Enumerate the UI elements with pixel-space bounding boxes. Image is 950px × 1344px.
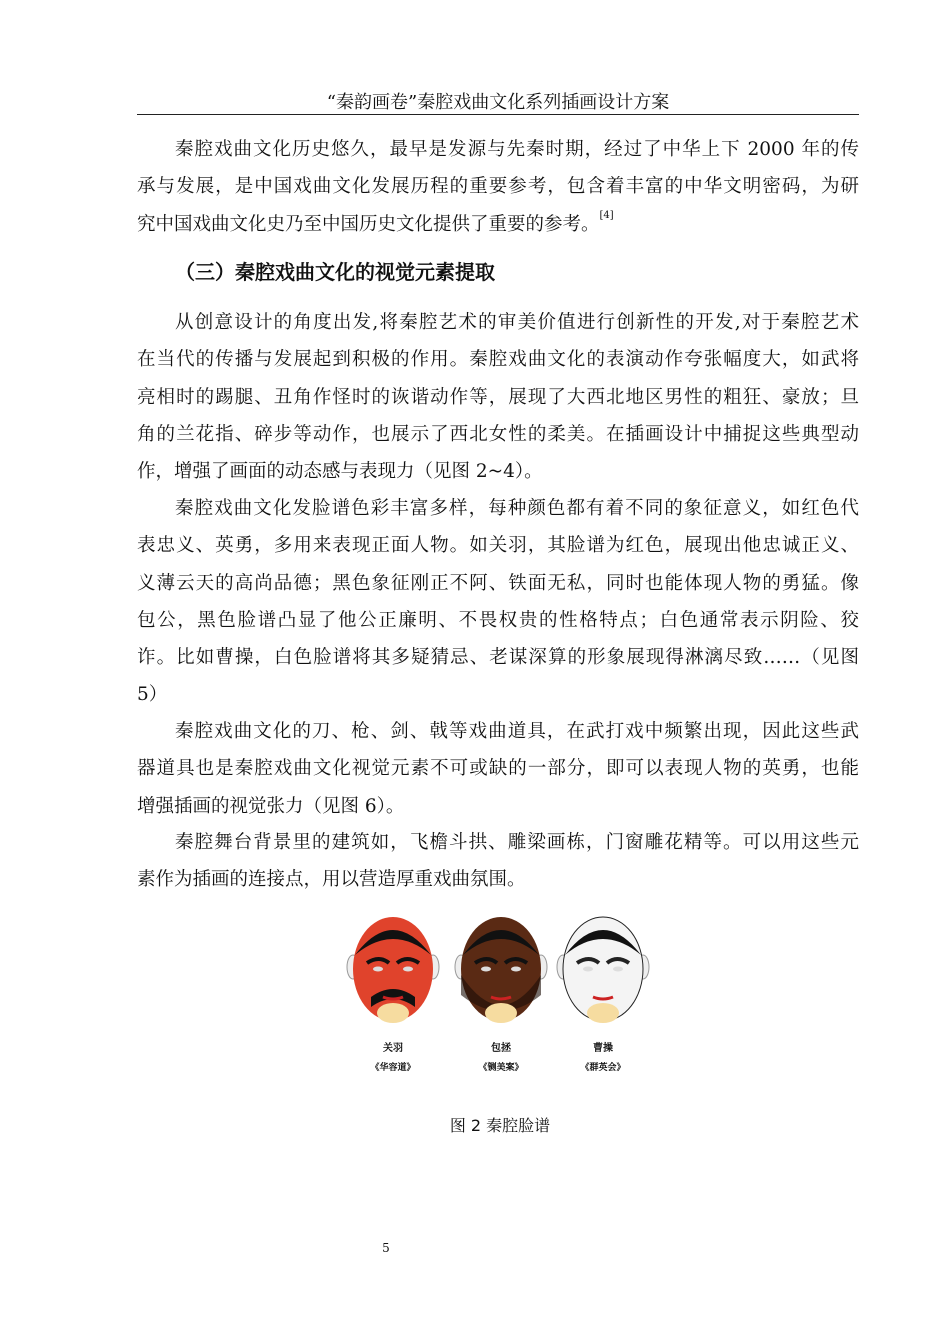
line-text: 作，增强了画面的动态感与表现力（见图 2~4）。 <box>137 461 543 483</box>
line-text: 包公，黑色脸谱凸显了他公正廉明、不畏权贵的性格特点；白色通常表示阴险、狡 <box>137 609 859 631</box>
paragraph-line <box>137 788 859 825</box>
paragraph-line <box>137 168 859 205</box>
mask-play-title: 《群英会》 <box>580 1063 626 1073</box>
face-mask-icon <box>555 915 651 1027</box>
paragraph-line <box>137 527 859 564</box>
line-text: 亮相时的踢腿、丑角作怪时的诙谐动作等，展现了大西北地区男性的粗狂、豪放；旦 <box>137 386 859 408</box>
line-text: 秦腔戏曲文化发脸谱色彩丰富多样，每种颜色都有着不同的象征意义，如红色代 <box>175 498 859 519</box>
line-text: 秦腔戏曲文化的刀、枪、剑、戟等戏曲道具，在武打戏中频繁出现，因此这些武 <box>175 721 859 742</box>
line-text: 诈。比如曹操，白色脸谱将其多疑猜忌、老谋深算的形象展现得淋漓尽致……（见图 <box>137 647 859 669</box>
paragraph-line <box>137 713 859 750</box>
opera-masks-figure <box>340 915 660 1085</box>
face-mask-icon <box>345 915 441 1027</box>
line-text: 表忠义、英勇，多用来表现正面人物。如关羽，其脸谱为红色，展现出他忠诚正义、 <box>137 535 859 557</box>
paragraph-line <box>137 341 859 378</box>
mask-play-title: 《华容道》 <box>370 1063 416 1073</box>
mask-caocao <box>553 915 653 1073</box>
paragraph-line <box>137 490 859 527</box>
line-text: 增强插画的视觉张力（见图 6）。 <box>137 795 405 817</box>
paragraph-line <box>137 639 859 676</box>
paragraph-line <box>137 206 859 243</box>
mask-character-name: 曹操 <box>593 1043 613 1054</box>
header-rule <box>137 114 859 115</box>
line-text: 素作为插画的连接点，用以营造厚重戏曲氛围。 <box>137 869 526 891</box>
paragraph-line <box>137 379 859 416</box>
paragraph-line <box>137 304 859 341</box>
line-text: 秦腔戏曲文化历史悠久，最早是发源与先秦时期，经过了中华上下 2000 年的传 <box>175 139 859 160</box>
paragraph-line <box>137 453 859 490</box>
paragraph-line <box>137 131 859 168</box>
paragraph-1 <box>137 131 859 243</box>
mask-baozheng <box>451 915 551 1073</box>
paragraph-line <box>137 861 859 898</box>
paragraph-line <box>137 416 859 453</box>
mask-play-title: 《铡美案》 <box>478 1063 524 1073</box>
section-heading: （三）秦腔戏曲文化的视觉元素提取 <box>175 260 495 284</box>
citation: [4] <box>599 209 614 221</box>
page-number: 5 <box>382 1241 390 1255</box>
line-text: 在当代的传播与发展起到积极的作用。秦腔戏曲文化的表演动作夸张幅度大，如武将 <box>137 349 859 371</box>
line-text: 5） <box>137 684 168 706</box>
paragraph-4 <box>137 713 859 825</box>
line-text: 角的兰花指、碎步等动作，也展示了西北女性的柔美。在插画设计中捕捉这些典型动 <box>137 423 859 445</box>
paragraph-3 <box>137 490 859 714</box>
paragraph-line <box>137 565 859 602</box>
paragraph-line <box>137 824 859 861</box>
line-text: 究中国戏曲文化史乃至中国历史文化提供了重要的参考。 <box>137 213 600 235</box>
face-mask-icon <box>453 915 549 1027</box>
paragraph-line <box>137 750 859 787</box>
running-header: “秦韵画卷”秦腔戏曲文化系列插画设计方案 <box>326 92 670 113</box>
line-text: 秦腔舞台背景里的建筑如，飞檐斗拱、雕梁画栋，门窗雕花精等。可以用这些元 <box>175 832 859 853</box>
line-text: 承与发展，是中国戏曲文化发展历程的重要参考，包含着丰富的中华文明密码，为研 <box>137 176 859 198</box>
line-text: 从创意设计的角度出发,将秦腔艺术的审美价值进行创新性的开发,对于秦腔艺术 <box>175 312 859 333</box>
figure-caption: 图 2 秦腔脸谱 <box>449 1116 551 1135</box>
mask-guanyu <box>343 915 443 1073</box>
paragraph-5 <box>137 824 859 899</box>
mask-character-name: 包拯 <box>491 1043 511 1054</box>
paragraph-2 <box>137 304 859 490</box>
paragraph-line <box>137 602 859 639</box>
paragraph-line <box>137 676 859 713</box>
line-text: 器道具也是秦腔戏曲文化视觉元素不可或缺的一部分，即可以表现人物的英勇，也能 <box>137 758 859 780</box>
mask-character-name: 关羽 <box>383 1043 403 1054</box>
line-text: 义薄云天的高尚品德；黑色象征刚正不阿、铁面无私，同时也能体现人物的勇猛。像 <box>137 572 859 594</box>
